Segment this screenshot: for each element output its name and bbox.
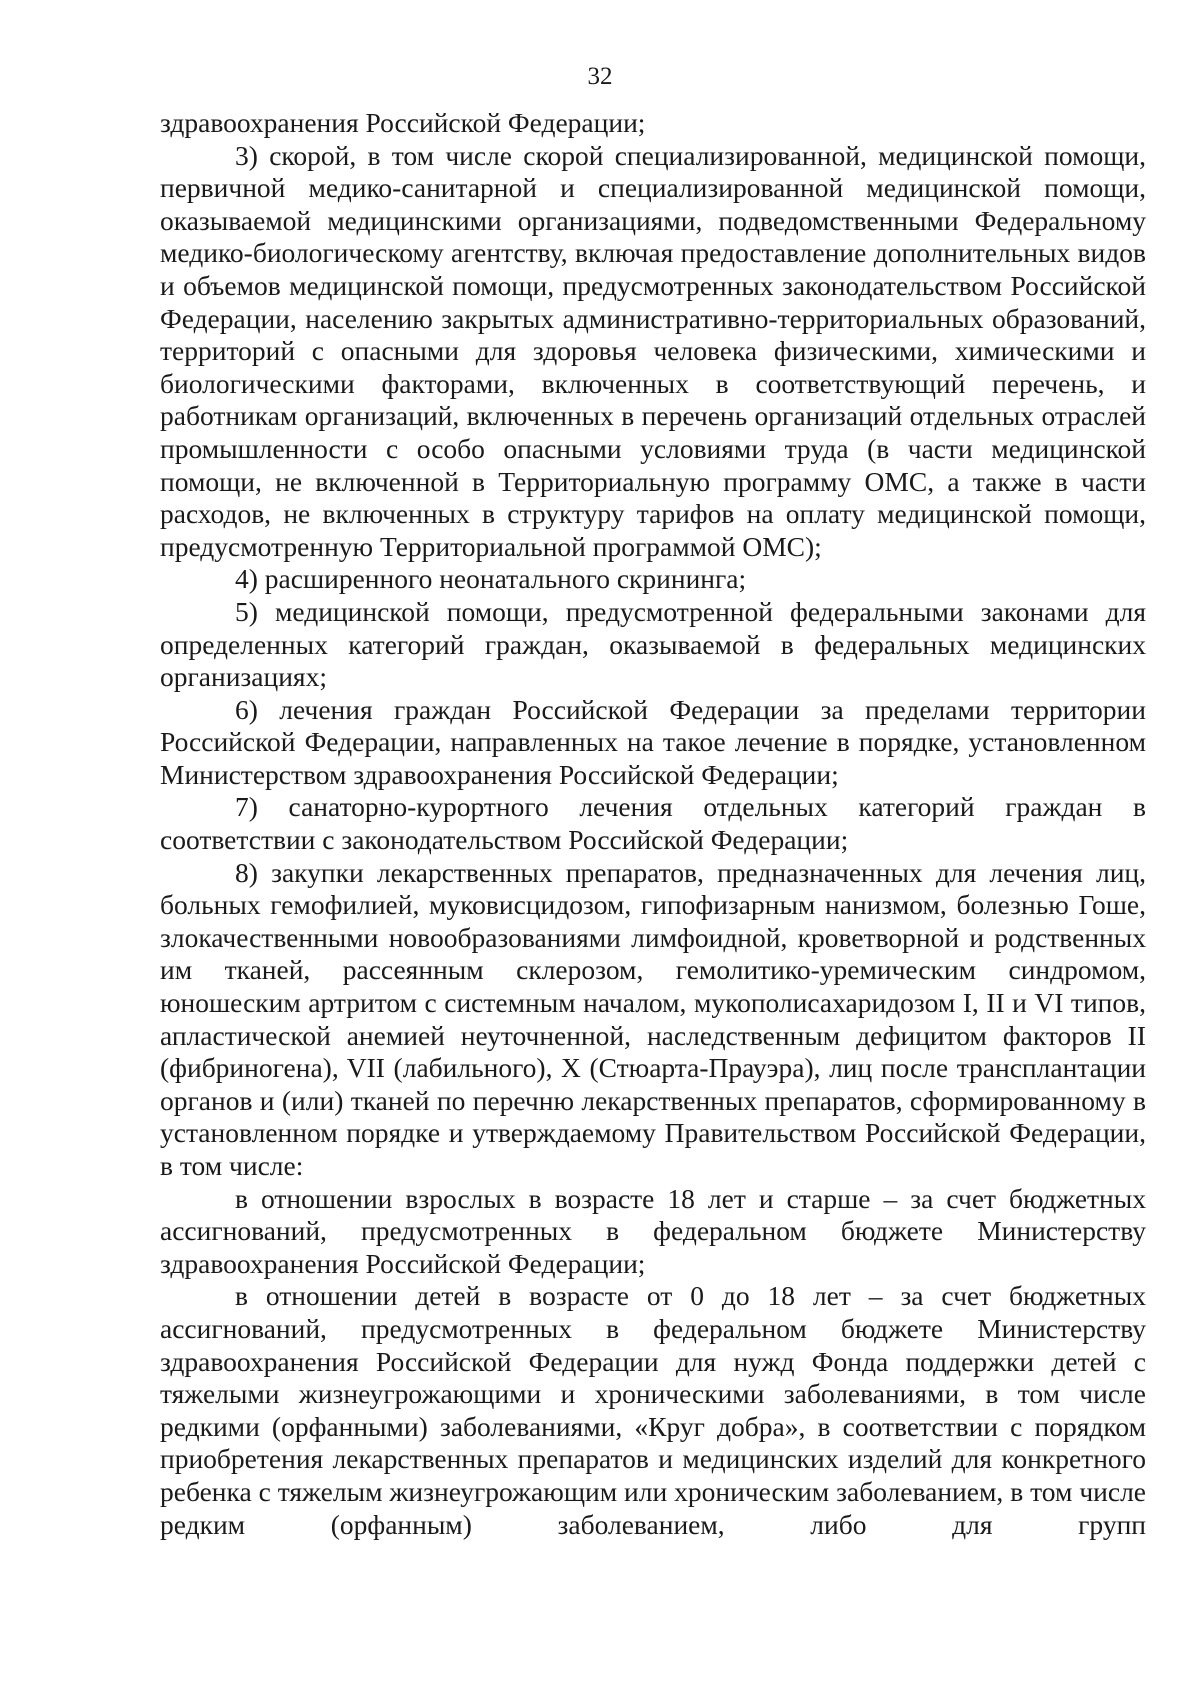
paragraph-item-5: 5) медицинской помощи, предусмотренной федеральными законами для определенных категорий граждан, оказываемой в федеральных медицинских организациях;	[160, 595, 1146, 693]
paragraph-item-4: 4) расширенного неонатального скрининга;	[235, 563, 747, 595]
paragraph-item-7: 7) санаторно-курортного лечения отдельных категорий граждан в соответствии с законодательством Российской Федерации;	[160, 791, 1146, 856]
paragraph-adults: в отношении взрослых в возрасте 18 лет и старше – за счет бюджетных ассигнований, предусмотренных в федеральном бюджете Министерству здравоохранения Российской Федерации;	[160, 1182, 1146, 1279]
paragraph-item-8: 8) закупки лекарственных препаратов, предназначенных для лечения лиц, больных гемофилией, муковисцидозом, гипофизарным нанизмом, болезнью Гоше, злокачественными новообразованиями лимфоидной, кроветворной и родственных им тканей, рассеянным склерозом, гемолитико-уремическим синдромом, юношеским артритом с системным началом, мукополисахаридозом I, II и VI типов, апластической анемией неуточненной, наследственным дефицитом факторов II (фибриногена), VII (лабильного), X (Стюарта-Прауэра), лиц после трансплантации органов и (или) тканей по перечню лекарственных препаратов, сформированному в установленном порядке и утверждаемому Правительством Российской Федерации, в том числе:	[160, 856, 1146, 1181]
paragraph-item-3: 3) скорой, в том числе скорой специализированной, медицинской помощи, первичной медико-санитарной и специализированной медицинской помощи, оказываемой медицинскими организациями, подведомственными Федеральному медико-биологическому агентству, включая предоставление дополнительных видов и объемов медицинской помощи, предусмотренных законодательством Российской Федерации, населению закрытых административно-территориальных образований, территорий с опасными для здоровья человека физическими, химическими и биологическими факторами, включенных в соответствующий перечень, и работникам организаций, включенных в перечень организаций отдельных отраслей промышленности с особо опасными условиями труда (в части медицинской помощи, не включенной в Территориальную программу ОМС, а также в части расходов, не включенных в структуру тарифов на оплату медицинской помощи, предусмотренную Территориальной программой ОМС);	[160, 139, 1146, 562]
document-body	[160, 107, 1146, 1541]
page-number: 32	[587, 63, 613, 90]
paragraph-continuation: здравоохранения Российской Федерации;	[160, 107, 646, 138]
paragraph-item-6: 6) лечения граждан Российской Федерации за пределами территории Российской Федерации, направленных на такое лечение в порядке, установленном Министерством здравоохранения Российской Федерации;	[160, 693, 1146, 790]
paragraph-children: в отношении детей в возрасте от 0 до 18 лет – за счет бюджетных ассигнований, предусмотренных в федеральном бюджете Министерству здравоохранения Российской Федерации для нужд Фонда поддержки детей с тяжелыми жизнеугрожающими и хроническими заболеваниями, в том числе редкими (орфанными) заболеваниями, «Круг добра», в соответствии с порядком приобретения лекарственных препаратов и медицинских изделий для конкретного ребенка с тяжелым жизнеугрожающим или хроническим заболеванием, в том числе редким (орфанным) заболеванием, либо для групп	[160, 1280, 1146, 1540]
